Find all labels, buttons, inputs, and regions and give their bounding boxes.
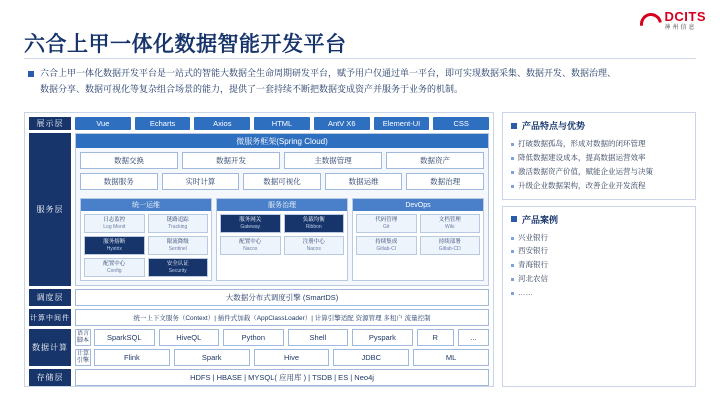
bullet-square-icon — [511, 216, 517, 222]
intro-text: 六合上甲一体化数据开发平台是一站式的智能大数据全生命周期研发平台，赋予用户仅通过单一平台，即可实现数据采集、数据开发、数据治理、数据分享、数据可视化等复杂组合场景的能力，提供了一套持续不断把数据变成资产并服务于业务的机制。 — [40, 68, 617, 94]
architecture-diagram — [24, 112, 696, 387]
compute-box[interactable]: Python — [223, 329, 284, 346]
tile-en: Gitlab-CD — [438, 245, 461, 252]
tech-chip[interactable]: AntV X6 — [314, 117, 370, 130]
subpanel-title: 服务治理 — [217, 199, 347, 211]
tile-cn: 文档管理 — [438, 217, 461, 224]
service-subpanels — [76, 194, 488, 285]
tile-cn: 持续部署 — [438, 239, 461, 246]
storage-bar[interactable]: HDFS | HBASE | MYSQL( 应用库 ) | TSDB | ES | Neo4j — [75, 369, 489, 386]
tech-chip[interactable]: Echarts — [135, 117, 191, 130]
layer-label-compute: 数据计算 — [29, 329, 71, 366]
module-box[interactable]: 数据资产 — [386, 152, 484, 169]
layer-middleware — [29, 309, 489, 326]
tile-en: Hystrix — [106, 245, 122, 252]
tile-cn: 持续集成 — [375, 239, 398, 246]
layer-label-storage: 存储层 — [29, 369, 71, 386]
advantages-header — [511, 119, 687, 132]
list-item: 打破数据孤岛，形成对数据的闭环管理 — [511, 137, 687, 151]
compute-box[interactable]: ... — [458, 329, 489, 346]
tile-en: Tracking — [168, 223, 188, 230]
cases-card — [502, 206, 696, 388]
module-box[interactable]: 数据运维 — [325, 173, 403, 190]
subpanel-ops — [80, 198, 212, 281]
capability-tile[interactable] — [84, 214, 145, 233]
dcits-swoosh-icon — [640, 11, 660, 31]
list-item: 降低数据建设成本，提高数据运营效率 — [511, 151, 687, 165]
capability-tile[interactable] — [420, 236, 481, 255]
layer-compute — [29, 329, 489, 366]
compute-box[interactable]: SparkSQL — [94, 329, 155, 346]
capability-tile[interactable] — [148, 214, 209, 233]
script-language-row — [94, 329, 489, 346]
list-item: 河北农信 — [511, 272, 687, 286]
list-item: 升级企业数据架构，改善企业开发流程 — [511, 179, 687, 193]
tech-chip[interactable]: Axios — [194, 117, 250, 130]
tile-cn: 限流降级 — [166, 239, 189, 246]
brand-logo — [640, 10, 707, 31]
cases-header — [511, 213, 687, 226]
tile-cn: 安全认证 — [166, 261, 189, 268]
compute-box[interactable]: Shell — [288, 329, 349, 346]
module-box[interactable]: 主数据管理 — [284, 152, 382, 169]
tile-en: Config — [107, 267, 122, 274]
compute-side-label: 计算引擎 — [75, 349, 91, 366]
list-item: 西安银行 — [511, 244, 687, 258]
cases-title: 产品案例 — [522, 214, 559, 225]
side-panels — [502, 112, 696, 387]
capability-tile[interactable] — [356, 214, 417, 233]
layer-label-service: 服务层 — [29, 133, 71, 286]
intro-block — [28, 66, 624, 98]
tile-en: Wiki — [445, 223, 455, 230]
capability-tile[interactable] — [148, 236, 209, 255]
capability-tile[interactable] — [284, 214, 345, 233]
tech-chip[interactable]: CSS — [433, 117, 489, 130]
compute-box[interactable]: Flink — [94, 349, 170, 366]
compute-box[interactable]: Pyspark — [352, 329, 413, 346]
module-box[interactable]: 数据交换 — [80, 152, 178, 169]
capability-tile[interactable] — [148, 258, 209, 277]
cases-list — [511, 231, 687, 300]
tile-cn: 服务网关 — [239, 217, 262, 224]
tile-en: Sentinel — [168, 245, 187, 252]
tile-en: Gitlab-CI — [376, 245, 397, 252]
tile-en: Ribbon — [305, 223, 322, 230]
capability-tile[interactable] — [420, 214, 481, 233]
layer-service — [29, 133, 489, 286]
module-box[interactable]: 数据服务 — [80, 173, 158, 190]
compute-engine-row — [94, 349, 489, 366]
tech-chip[interactable]: HTML — [254, 117, 310, 130]
bullet-square-icon — [511, 123, 517, 129]
layer-schedule — [29, 289, 489, 306]
compute-box[interactable]: Hive — [254, 349, 330, 366]
compute-grid — [75, 329, 489, 366]
tech-chip[interactable]: Vue — [75, 117, 131, 130]
middleware-bar[interactable]: 统一上下文服务（Context）| 插件式加载（AppClassLoader）| 计算引擎适配 资源管理 多租户 流量控制 — [75, 309, 489, 326]
module-box[interactable]: 数据可视化 — [243, 173, 321, 190]
tile-en: Nacos — [243, 245, 258, 252]
compute-box[interactable]: JDBC — [333, 349, 409, 366]
layer-storage — [29, 369, 489, 386]
list-item: 激活数据资产价值，赋能企业运营与决策 — [511, 165, 687, 179]
microservice-framework-panel — [75, 133, 489, 286]
compute-box[interactable]: Spark — [174, 349, 250, 366]
subpanel-title: DevOps — [353, 199, 483, 211]
title-divider — [24, 58, 696, 59]
brand-name-cn: 神州信息 — [664, 25, 697, 31]
tile-cn: 配置中心 — [103, 261, 126, 268]
layer-label-middleware: 计算中间件 — [29, 309, 71, 326]
layer-label-display: 展示层 — [29, 117, 71, 130]
bullet-square-icon — [28, 71, 34, 77]
capability-tile[interactable] — [284, 236, 345, 255]
compute-box[interactable]: ML — [413, 349, 489, 366]
capability-tile[interactable] — [84, 258, 145, 277]
tile-cn: 配置中心 — [239, 239, 262, 246]
module-box[interactable]: 数据治理 — [406, 173, 484, 190]
tile-en: Git — [383, 223, 390, 230]
advantages-list — [511, 137, 687, 193]
capability-tile[interactable] — [84, 236, 145, 255]
compute-side-label: 语言脚本 — [75, 329, 91, 346]
compute-side-labels — [75, 329, 91, 366]
subpanel-governance — [216, 198, 348, 281]
list-item: …… — [511, 286, 687, 300]
layer-stack — [24, 112, 494, 387]
layer-display — [29, 117, 489, 130]
list-item: 兴业银行 — [511, 231, 687, 245]
framework-title: 微服务框架(Spring Cloud) — [76, 134, 488, 148]
tile-cn: 代码管理 — [375, 217, 398, 224]
tile-en: Security — [168, 267, 187, 274]
tile-cn: 日志监控 — [103, 217, 126, 224]
module-box[interactable]: 实时计算 — [162, 173, 240, 190]
brand-text — [665, 10, 707, 31]
compute-box[interactable]: HiveQL — [159, 329, 220, 346]
tile-en: Log Monit — [103, 223, 126, 230]
page-title: 六合上甲一体化数据智能开发平台 — [24, 33, 347, 56]
capability-tile[interactable] — [356, 236, 417, 255]
capability-tile[interactable] — [220, 236, 281, 255]
advantages-title: 产品特点与优势 — [522, 121, 586, 131]
display-tech-row — [75, 117, 489, 130]
tile-cn: 注册中心 — [302, 239, 325, 246]
subpanel-devops — [352, 198, 484, 281]
tech-chip[interactable]: Element-UI — [374, 117, 430, 130]
tile-en: Gateway — [240, 223, 261, 230]
service-module-row — [80, 173, 484, 190]
module-box[interactable]: 数据开发 — [182, 152, 280, 169]
layer-label-schedule: 调度层 — [29, 289, 71, 306]
tile-cn: 服务熔断 — [103, 239, 126, 246]
brand-name-en: DCITS — [664, 9, 706, 24]
subpanel-title: 统一运维 — [81, 199, 211, 211]
compute-box[interactable]: R — [417, 329, 454, 346]
tile-cn: 链路追踪 — [166, 217, 189, 224]
capability-tile[interactable] — [220, 214, 281, 233]
service-module-row — [80, 152, 484, 169]
advantages-card — [502, 112, 696, 200]
list-item: 青海银行 — [511, 258, 687, 272]
tile-en: Nacos — [306, 245, 321, 252]
schedule-engine-bar[interactable]: 大数据分布式调度引擎 (SmartDS) — [75, 289, 489, 306]
tile-cn: 负载均衡 — [302, 217, 325, 224]
